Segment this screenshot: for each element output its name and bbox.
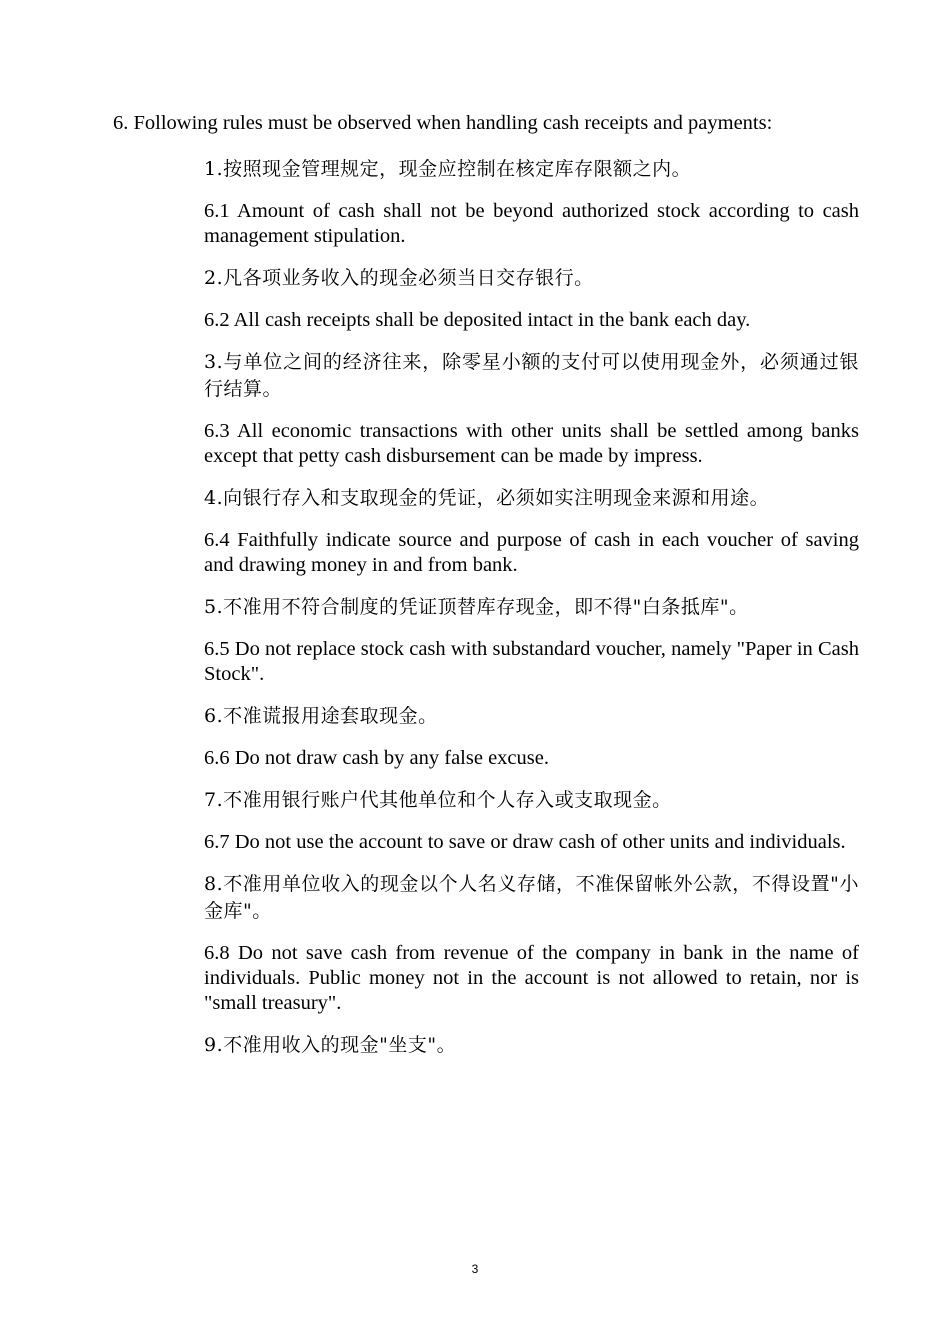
section-heading: 6. Following rules must be observed when handling cash receipts and payments: bbox=[113, 112, 773, 134]
rules-list bbox=[204, 156, 859, 1075]
rule-5-zh: 5.不准用不符合制度的凭证顶替库存现金，即不得"白条抵库"。 bbox=[204, 596, 749, 618]
page-number: 3 bbox=[471, 1262, 479, 1276]
rule-5-en: 6.5 Do not replace stock cash with substandard voucher, namely "Paper in Cash Stock". bbox=[204, 638, 859, 685]
rule-2-en: 6.2 All cash receipts shall be deposited intact in the bank each day. bbox=[204, 309, 751, 331]
rule-4-en: 6.4 Faithfully indicate source and purpose of cash in each voucher of saving and drawing money in and from bank. bbox=[204, 529, 859, 576]
rule-6-en: 6.6 Do not draw cash by any false excuse. bbox=[204, 747, 549, 769]
rule-1-en: 6.1 Amount of cash shall not be beyond authorized stock according to cash management stipulation. bbox=[204, 200, 859, 247]
rule-3-zh: 3.与单位之间的经济往来，除零星小额的支付可以使用现金外，必须通过银行结算。 bbox=[204, 351, 859, 400]
rule-7-en: 6.7 Do not use the account to save or draw cash of other units and individuals. bbox=[204, 831, 846, 853]
rule-8-en: 6.8 Do not save cash from revenue of the company in bank in the name of individuals. Public money not in the account is not allowed to retain, nor is "small treasury". bbox=[204, 942, 859, 1014]
rule-1-zh: 1.按照现金管理规定，现金应控制在核定库存限额之内。 bbox=[204, 158, 692, 180]
rule-3-en: 6.3 All economic transactions with other units shall be settled among banks except that petty cash disbursement can be made by impress. bbox=[204, 420, 859, 467]
rule-2-zh: 2.凡各项业务收入的现金必须当日交存银行。 bbox=[204, 267, 594, 289]
rule-7-zh: 7.不准用银行账户代其他单位和个人存入或支取现金。 bbox=[204, 789, 672, 811]
rule-8-zh: 8.不准用单位收入的现金以个人名义存储，不准保留帐外公款，不得设置"小金库"。 bbox=[204, 873, 859, 922]
rule-4-zh: 4.向银行存入和支取现金的凭证，必须如实注明现金来源和用途。 bbox=[204, 487, 770, 509]
rule-9-zh: 9.不准用收入的现金"坐支"。 bbox=[204, 1034, 457, 1056]
rule-6-zh: 6.不准谎报用途套取现金。 bbox=[204, 705, 438, 727]
